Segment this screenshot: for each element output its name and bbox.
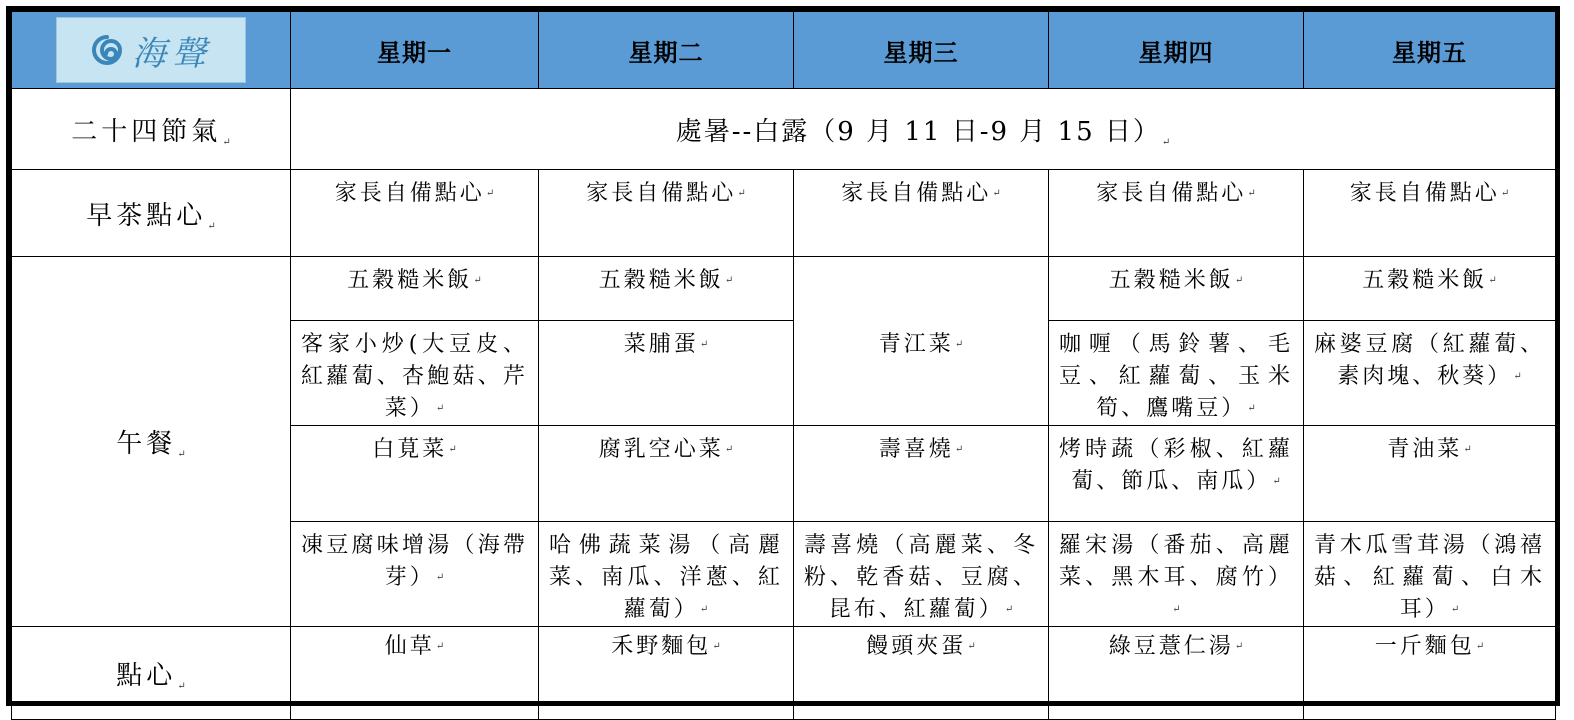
snack-wed: 饅頭夾蛋↵ [794,627,1049,720]
lunch-soup-thu: 羅宋湯（番茄、高麗菜、黑木耳、腐竹）↵ [1049,522,1304,627]
breakfast-mon: 家長自備點心↵ [291,170,539,257]
lunch-soup-wed: 壽喜燒（高麗菜、冬粉、乾香菇、豆腐、昆布、紅蘿蔔）↵ [794,522,1049,627]
lunch-side-wed: 壽喜燒↵ [794,426,1049,522]
day-header-mon: 星期一 [291,12,539,89]
header-row [12,12,1556,89]
lunch-side-tue: 腐乳空心菜↵ [539,426,794,522]
snack-row [12,627,1556,720]
breakfast-fri: 家長自備點心↵ [1304,170,1556,257]
breakfast-row [12,170,1556,257]
lunch-side-mon: 白莧菜↵ [291,426,539,522]
day-header-thu: 星期四 [1049,12,1304,89]
breakfast-tue: 家長自備點心↵ [539,170,794,257]
lunch-side-thu: 烤時蔬（彩椒、紅蘿蔔、節瓜、南瓜）↵ [1049,426,1304,522]
lunch-label: 午餐↵ [12,257,291,627]
jieqi-row [12,89,1556,170]
jieqi-value: 處暑--白露（9 月 11 日-9 月 15 日）↵ [291,89,1556,170]
wave-swirl-icon [90,33,124,67]
lunch-main-fri: 麻婆豆腐（紅蘿蔔、素肉塊、秋葵）↵ [1304,321,1556,426]
snack-thu: 綠豆薏仁湯↵ [1049,627,1304,720]
snack-mon: 仙草↵ [291,627,539,720]
snack-label: 點心↵ [12,627,291,720]
jieqi-label: 二十四節氣↵ [12,89,291,170]
lunch-main-mon: 客家小炒(大豆皮、紅蘿蔔、杏鮑菇、芹菜）↵ [291,321,539,426]
menu-frame [6,6,1560,706]
day-header-fri: 星期五 [1304,12,1556,89]
logo [56,17,246,83]
breakfast-wed: 家長自備點心↵ [794,170,1049,257]
day-header-tue: 星期二 [539,12,794,89]
lunch-staple-fri: 五穀糙米飯↵ [1304,257,1556,321]
weekly-menu-table [11,11,1556,720]
breakfast-label: 早茶點心↵ [12,170,291,257]
lunch-soup-mon: 凍豆腐味增湯（海帶芽）↵ [291,522,539,627]
logo-cell [12,12,291,89]
breakfast-thu: 家長自備點心↵ [1049,170,1304,257]
lunch-main-wed: 青江菜↵ [794,257,1049,426]
lunch-side-fri: 青油菜↵ [1304,426,1556,522]
day-header-wed: 星期三 [794,12,1049,89]
lunch-main-tue: 菜脯蛋↵ [539,321,794,426]
lunch-staple-tue: 五穀糙米飯↵ [539,257,794,321]
lunch-soup-fri: 青木瓜雪茸湯（鴻禧菇、紅蘿蔔、白木耳）↵ [1304,522,1556,627]
snack-tue: 禾野麵包↵ [539,627,794,720]
lunch-staple-mon: 五穀糙米飯↵ [291,257,539,321]
snack-fri: 一斤麵包↵ [1304,627,1556,720]
lunch-soup-tue: 哈佛蔬菜湯（高麗菜、南瓜、洋蔥、紅蘿蔔）↵ [539,522,794,627]
logo-text: 海聲 [132,33,212,74]
lunch-staple-thu: 五穀糙米飯↵ [1049,257,1304,321]
lunch-main-thu: 咖喱（馬鈴薯、毛豆、紅蘿蔔、玉米筍、鷹嘴豆）↵ [1049,321,1304,426]
lunch-staple-row [12,257,1556,321]
